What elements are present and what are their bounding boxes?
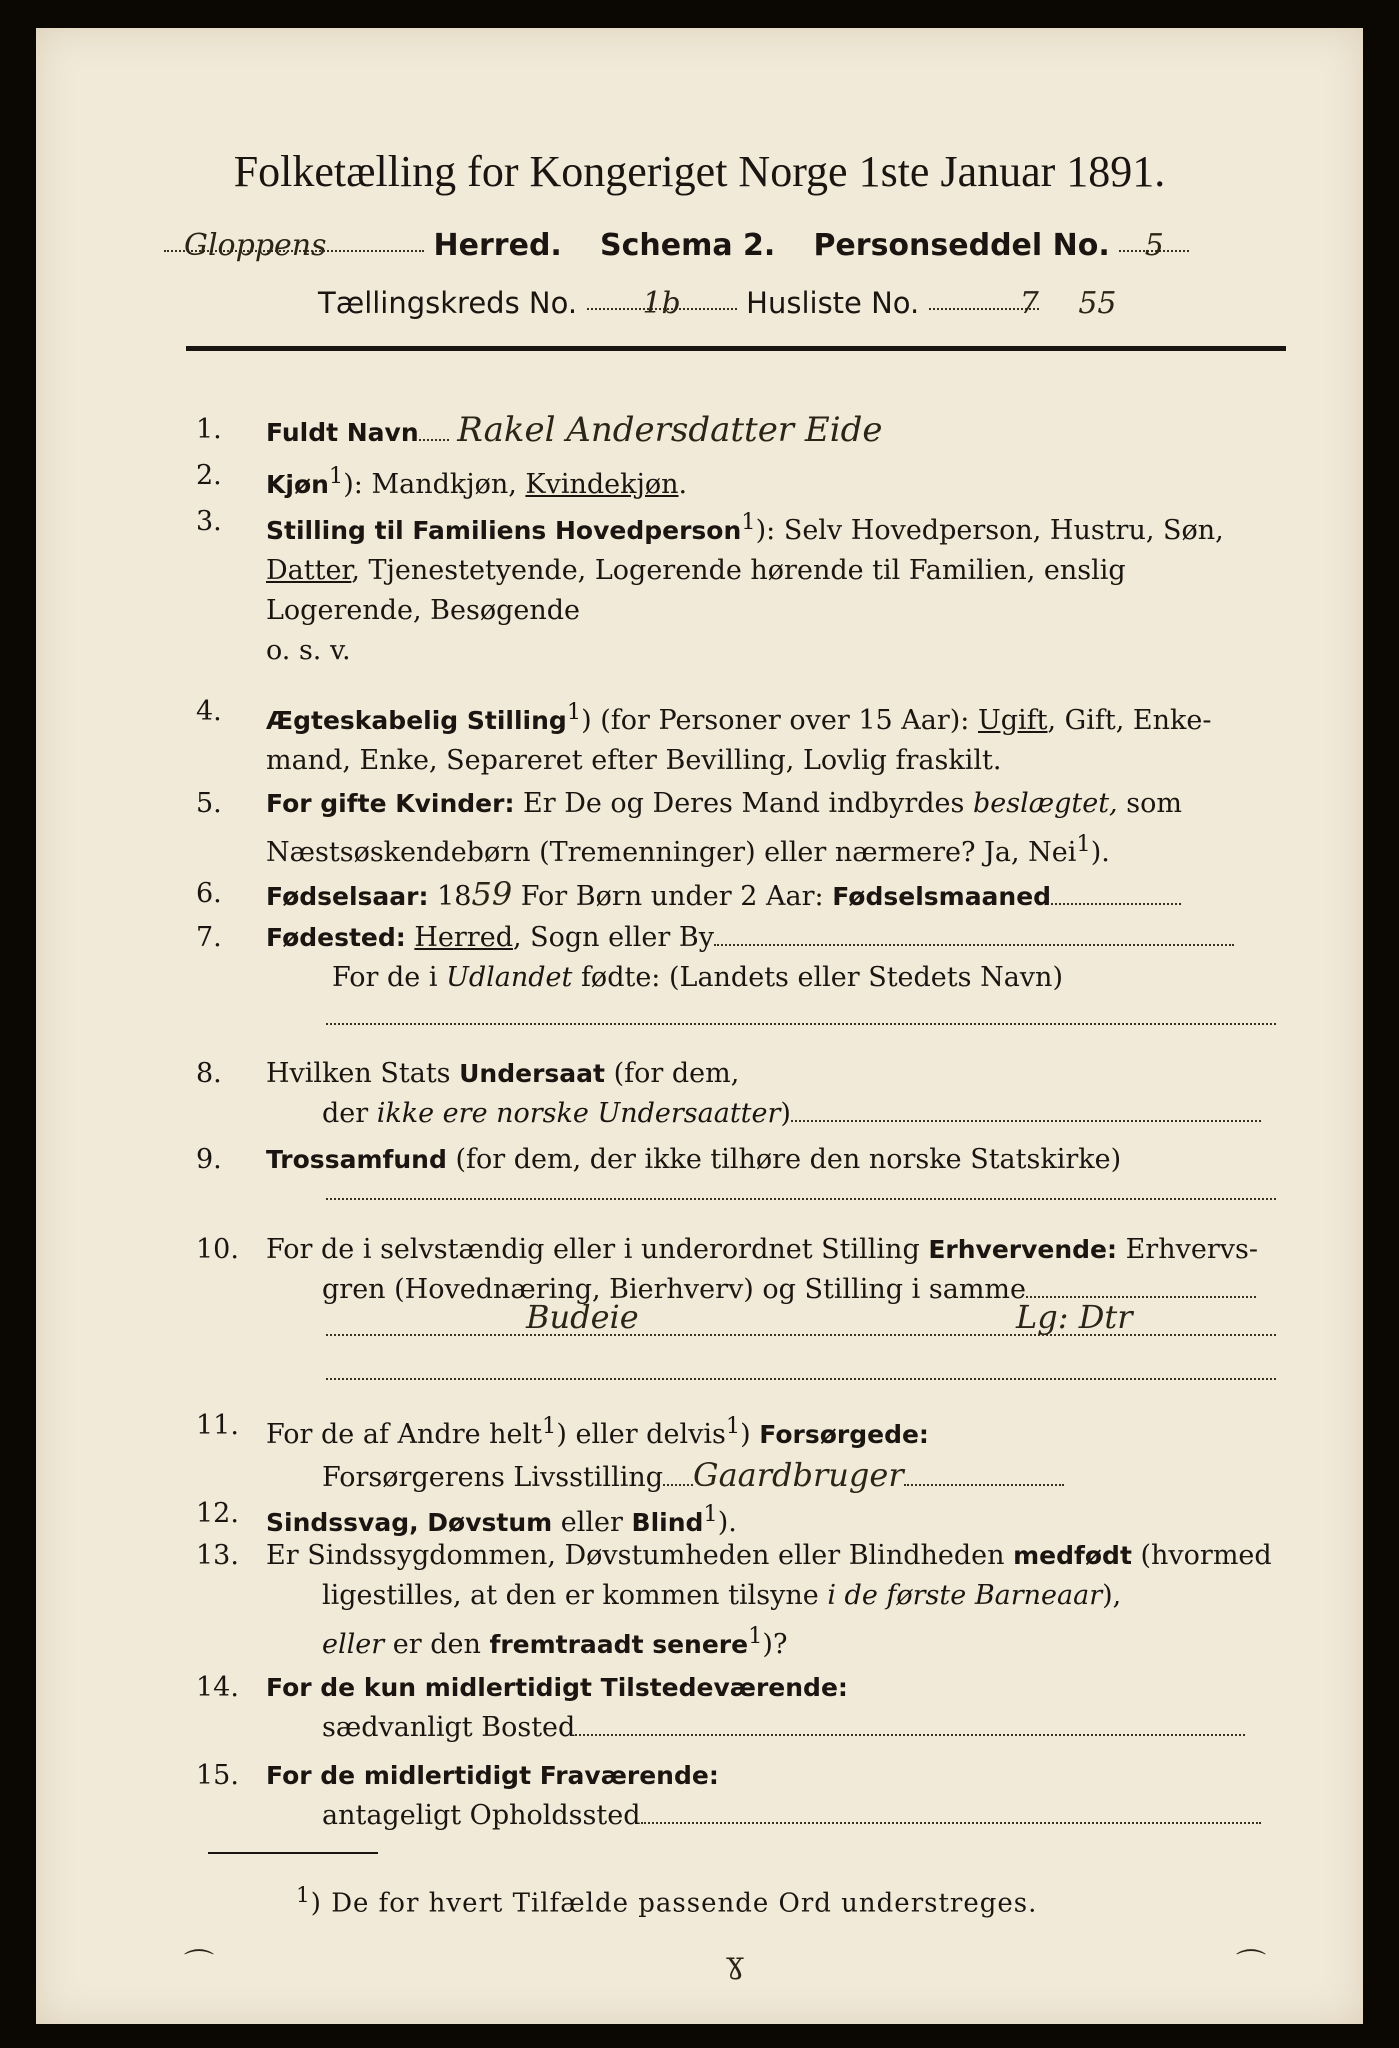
- header-line-kreds: [318, 286, 1117, 321]
- item-5-label: For gifte Kvinder:: [266, 789, 515, 818]
- item-2-number: 2.: [196, 460, 222, 491]
- item-9-number: 9.: [196, 1144, 222, 1175]
- bottom-center-ornament: ɣ: [726, 1946, 744, 1981]
- item-1-number: 1.: [196, 414, 222, 445]
- item-8-number: 8.: [196, 1058, 222, 1089]
- item-6-label: Fødselsaar:: [266, 882, 429, 911]
- item-8-label: Undersaat: [459, 1059, 605, 1088]
- full-name-value: Rakel Andersdatter Eide: [457, 410, 883, 450]
- bottom-left-ornament: ⌒: [184, 1948, 214, 1983]
- item-13-line3-it: eller: [322, 1629, 385, 1660]
- item-10-dotline-2: [326, 1378, 1276, 1380]
- item-4-label: Ægteskabelig Stilling: [266, 706, 567, 735]
- item-7-dotline: [326, 1023, 1276, 1025]
- item-13-line3a: er den: [384, 1629, 490, 1660]
- item-15-label: For de midlertidigt Fraværende:: [266, 1761, 719, 1790]
- item-10-line2: gren (Hovednæring, Bierhverv) og Stilling i samme: [322, 1274, 1027, 1305]
- husliste-value: 7: [929, 286, 1039, 310]
- item-13-pre: Er Sindssygdommen, Døvstumheden eller Blindheden: [266, 1540, 1014, 1571]
- item-4-selected: Ugift: [977, 705, 1048, 736]
- item-2-text: ): Mandkjøn,: [343, 469, 526, 500]
- item-11-line2: Forsørgerens Livsstilling: [322, 1462, 664, 1493]
- item-6-number: 6.: [196, 878, 222, 909]
- item-7-text: , Sogn eller By: [512, 922, 714, 953]
- occupation-value: Budeie: [526, 1298, 639, 1336]
- item-9-text: (for dem, der ikke tilhøre den norske Statskirke): [446, 1144, 1122, 1175]
- item-5-text: Er De og Deres Mand indbyrdes: [514, 788, 973, 819]
- item-12-number: 12.: [196, 1498, 239, 1529]
- item-3-line4: o. s. v.: [266, 635, 351, 666]
- item-4-text2: , Gift, Enke-: [1047, 705, 1212, 736]
- bottom-right-ornament: ⌒: [1236, 1948, 1266, 1983]
- birth-year-value: 59: [471, 875, 513, 913]
- item-12-label2: Blind: [631, 1508, 704, 1537]
- item-14-label: For de kun midlertidigt Tilstedeværende:: [266, 1673, 848, 1702]
- item-10-text: Erhvervs-: [1117, 1234, 1258, 1265]
- schema-label: Schema 2.: [599, 228, 776, 263]
- item-11-mid2: ): [740, 1419, 760, 1450]
- item-14-line2: sædvanligt Bosted: [322, 1712, 576, 1743]
- item-8-line2-it: ikke ere norske Undersaatter: [376, 1098, 781, 1129]
- item-10-dotline-1: [326, 1334, 1276, 1336]
- personseddel-label: Personseddel No.: [813, 228, 1110, 263]
- item-13-label: medfødt: [1013, 1541, 1132, 1570]
- item-5-italic: beslægtet,: [972, 788, 1118, 819]
- provider-occupation-value: Gaardbruger: [693, 1456, 904, 1494]
- item-12-end: ).: [717, 1507, 737, 1538]
- item-2-sup: 1: [328, 463, 344, 489]
- footnote-rule: [208, 1852, 378, 1854]
- item-5-line2: Næstsøskendebørn (Tremenninger) eller nærmere? Ja, Nei: [266, 837, 1077, 868]
- item-8-text: (for dem,: [604, 1058, 740, 1089]
- item-7-line2b: fødte: (Landets eller Stedets Navn): [572, 962, 1063, 993]
- item-15-line2: antageligt Opholdssted: [322, 1800, 641, 1831]
- husliste-extra: 55: [1078, 286, 1117, 321]
- item-11-number: 11.: [196, 1410, 239, 1441]
- item-14-number: 14.: [196, 1672, 239, 1703]
- item-8-line2b: ): [780, 1098, 791, 1129]
- item-11-mid: ) eller delvis: [556, 1419, 726, 1450]
- header-rule: [186, 346, 1286, 351]
- occupation-position-value: Lg: Dtr: [1016, 1298, 1133, 1336]
- item-7-selected: Herred: [414, 922, 513, 953]
- footnote: [296, 1883, 1037, 1919]
- item-10-pre: For de i selvstændig eller i underordnet Stilling: [266, 1234, 929, 1265]
- item-5-number: 5.: [196, 788, 222, 819]
- item-7-label: Fødested:: [266, 923, 406, 952]
- herred-value: Gloppens: [164, 228, 424, 252]
- item-12-label: Sindssvag, Døvstum: [266, 1508, 553, 1537]
- item-15-number: 15.: [196, 1760, 239, 1791]
- kreds-label: Tællingskreds No.: [318, 286, 578, 320]
- item-13-line3-bold: fremtraadt senere: [489, 1630, 749, 1659]
- item-6-prefix: 18: [428, 881, 472, 912]
- form-title: Folketælling for Kongeriget Norge 1ste Januar 1891.: [233, 147, 1166, 196]
- item-13-line2a: ligestilles, at den er kommen tilsyne: [322, 1580, 828, 1611]
- footnote-text: ) De for hvert Tilfælde passende Ord understreges.: [310, 1888, 1038, 1919]
- item-12-text: eller: [552, 1507, 632, 1538]
- personseddel-value: 5: [1119, 228, 1189, 252]
- item-8-pre: Hvilken Stats: [266, 1058, 460, 1089]
- item-1-label: Fuldt Navn: [266, 418, 419, 447]
- item-10-label: Erhvervende:: [928, 1235, 1118, 1264]
- item-2-end: .: [678, 469, 688, 500]
- item-9-dotline: [326, 1198, 1276, 1200]
- census-form-page: Folketælling for Kongeriget Norge 1ste Januar 1891. Gloppens Herred. Schema 2. Personseddel No. 5 Tællingskreds No. 1b Husliste No. 7 55 1. Fuldt Navn Rakel Andersdatter Eide 2. Kjøn$^1$): Mandkjøn, Kvindekjøn. 3. Stilling til Familiens Hovedperson$^1$): Selv Hovedperson, Hustru, Søn, Datter, Tjenestetyende, Logerende hørende til Familien, enslig Logerende, Besøgende o. s. v. 4. Ægteskabelig Stilling$^1$) (for Personer over 15 Aar): Ugift, Gift, Enke- mand, Enke, Separeret efter Bevilling, Lovlig fraskilt. 5. For gifte Kvinder: Er De og Deres Mand indbyrdes beslægtet, som Næstsøskendebørn (Tremenninger) eller nærmere? Ja, Nei$^1$). 6. Fødselsaar: 1859 For Børn under 2 Aar: Fødselsmaaned 7. Fødested: Herred, Sogn eller By For de i Udlandet fødte: (Landets eller Stedets Navn) 8. Hvilken Stats Undersaat (for dem, der ikke ere norske Undersaatter) 9. Trossamfund (for dem, der ikke tilhøre den norske Statskirke) 10. For de i selvstændig eller i underordnet Stilling Erhvervende: Erhvervs- gren (Hovednæring, Bierhverv) og Stilling i samme Budeie Lg: Dtr 11. For de af Andre helt$^1$) eller delvis$^1$) Forsørgede: Forsørgerens Livsstilling Gaardbruger 12. Sindssvag, Døvstum eller Blind$^1$). 13. Er Sindssygdommen, Døvstumheden eller Blindheden medfødt (hvormed ligestilles, at den er kommen tilsyne i de første Barneaar), eller er den fremtraadt senere$^1$)? 14. For de kun midlertidigt Tilstedeværende: sædvanligt Bosted 15. For de midlertidigt Fraværende: antageligt Opholdssted $^1$) De for hvert Tilfælde passende Ord understreges. ⌒ ɣ ⌒: [36, 28, 1363, 2024]
- item-6-text: For Børn under 2 Aar:: [512, 881, 833, 912]
- item-3-label: Stilling til Familiens Hovedperson: [266, 516, 742, 545]
- item-3-line3: Logerende, Besøgende: [266, 595, 580, 626]
- item-5-line2-end: ).: [1090, 837, 1110, 868]
- item-3-number: 3.: [196, 506, 222, 537]
- item-4-number: 4.: [196, 696, 222, 727]
- item-11-pre: For de af Andre helt: [266, 1419, 543, 1450]
- item-4-line2: mand, Enke, Separeret efter Bevilling, Lovlig fraskilt.: [266, 745, 1002, 776]
- item-3-selected: Datter: [266, 555, 352, 586]
- item-7-line2a: For de i: [332, 962, 447, 993]
- item-5-text2: som: [1117, 788, 1182, 819]
- footnote-sup: 1: [296, 1883, 311, 1908]
- item-7-line2-it: Udlandet: [446, 962, 573, 993]
- item-13-line2b: ),: [1102, 1580, 1122, 1611]
- kreds-value: 1b: [587, 286, 737, 310]
- herred-label: Herred.: [433, 228, 562, 263]
- item-4-text: ) (for Personer over 15 Aar):: [581, 705, 978, 736]
- item-2-selected: Kvindekjøn: [525, 469, 679, 500]
- item-10-number: 10.: [196, 1234, 239, 1265]
- item-13-text: (hvormed: [1131, 1540, 1272, 1571]
- item-9-label: Trossamfund: [266, 1145, 447, 1174]
- header-line-herred: [164, 228, 1189, 263]
- item-3-line2: , Tjenestetyende, Logerende hørende til Familien, enslig: [351, 555, 1126, 586]
- item-11-label: Forsørgede:: [759, 1420, 929, 1449]
- item-7-number: 7.: [196, 922, 222, 953]
- item-13-number: 13.: [196, 1540, 239, 1571]
- item-13-line2-it: i de første Barneaar: [827, 1580, 1103, 1611]
- item-3-text: ): Selv Hovedperson, Hustru, Søn,: [755, 515, 1224, 546]
- item-8-line2a: der: [322, 1098, 377, 1129]
- item-2-label: Kjøn: [266, 470, 329, 499]
- item-6-label2: Fødselsmaaned: [832, 882, 1052, 911]
- husliste-label: Husliste No.: [746, 286, 920, 320]
- item-13-line3-end: )?: [762, 1629, 788, 1660]
